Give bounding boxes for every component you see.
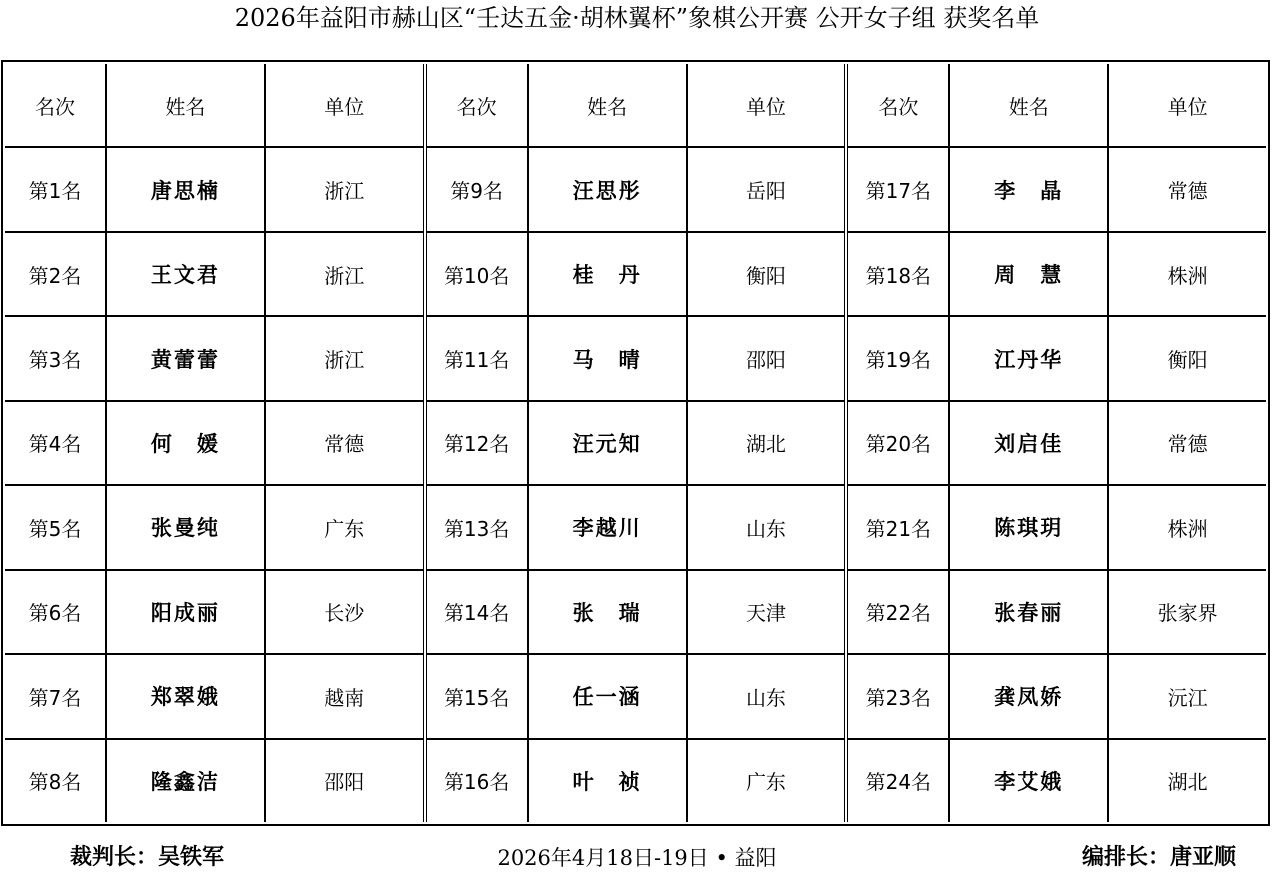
unit-cell: 常德 — [1107, 148, 1266, 230]
rank-cell: 第12名 — [443, 432, 510, 457]
table-row — [5, 231, 423, 315]
rank-cell: 第17名 — [865, 179, 932, 204]
name-cell: 李 晶 — [948, 148, 1107, 230]
name-cell: 何 媛 — [105, 402, 264, 484]
unit-cell: 浙江 — [264, 148, 423, 230]
table-row — [427, 484, 845, 568]
table-row — [848, 315, 1266, 399]
rank-cell: 第10名 — [443, 263, 510, 288]
rank-cell: 第8名 — [28, 770, 82, 795]
name-cell: 张 瑞 — [527, 571, 686, 653]
unit-cell: 常德 — [1107, 402, 1266, 484]
unit-cell: 长沙 — [264, 571, 423, 653]
chief-referee: 裁判长：吴铁军 — [70, 845, 225, 870]
table-row — [848, 653, 1266, 737]
unit-cell: 沅江 — [1107, 655, 1266, 737]
name-cell: 黄蕾蕾 — [105, 317, 264, 399]
name-cell: 桂 丹 — [527, 233, 686, 315]
header-name: 姓名 — [105, 64, 264, 146]
rank-cell: 第24名 — [865, 770, 932, 795]
unit-cell: 张家界 — [1107, 571, 1266, 653]
name-cell: 刘启佳 — [948, 402, 1107, 484]
rank-cell: 第18名 — [865, 263, 932, 288]
unit-cell: 浙江 — [264, 233, 423, 315]
name-cell: 任一涵 — [527, 655, 686, 737]
date-and-place: 2026年4月18日-19日 • 益阳 — [497, 846, 777, 870]
table-row — [5, 653, 423, 737]
table-header-row — [848, 64, 1266, 146]
name-cell: 马 晴 — [527, 317, 686, 399]
name-cell: 阳成丽 — [105, 571, 264, 653]
name-cell: 隆鑫洁 — [105, 740, 264, 822]
table-row — [848, 400, 1266, 484]
rank-cell: 第2名 — [28, 263, 82, 288]
unit-cell: 广东 — [264, 486, 423, 568]
name-cell: 陈琪玥 — [948, 486, 1107, 568]
header-rank: 名次 — [878, 94, 919, 119]
table-block-3 — [844, 64, 1266, 822]
unit-cell: 越南 — [264, 655, 423, 737]
rank-cell: 第23名 — [865, 685, 932, 710]
unit-cell: 浙江 — [264, 317, 423, 399]
rank-cell: 第22名 — [865, 601, 932, 626]
name-cell: 张春丽 — [948, 571, 1107, 653]
table-row — [848, 738, 1266, 822]
unit-cell: 山东 — [686, 655, 845, 737]
unit-cell: 株洲 — [1107, 233, 1266, 315]
table-row — [848, 146, 1266, 230]
unit-cell: 天津 — [686, 571, 845, 653]
table-row — [427, 231, 845, 315]
table-block-2 — [423, 64, 845, 822]
header-rank: 名次 — [35, 94, 75, 119]
unit-cell: 邵阳 — [264, 740, 423, 822]
arbiter: 编排长：唐亚顺 — [1081, 845, 1236, 870]
rank-cell: 第14名 — [443, 601, 510, 626]
rank-cell: 第3名 — [28, 348, 82, 373]
name-cell: 汪思彤 — [527, 148, 686, 230]
rank-cell: 第9名 — [450, 179, 504, 204]
name-cell: 江丹华 — [948, 317, 1107, 399]
unit-cell: 衡阳 — [1107, 317, 1266, 399]
table-row — [427, 653, 845, 737]
header-name: 姓名 — [527, 64, 686, 146]
header-rank: 名次 — [456, 94, 497, 119]
name-cell: 郑翠娥 — [105, 655, 264, 737]
page-title: 2026年益阳市赫山区“壬达五金·胡林翼杯”象棋公开赛 公开女子组 获奖名单 — [234, 4, 1040, 32]
results-table — [1, 60, 1270, 826]
rank-cell: 第15名 — [443, 685, 510, 710]
table-block-1 — [5, 64, 423, 822]
table-header-row — [427, 64, 845, 146]
header-unit: 单位 — [264, 64, 423, 146]
table-row — [5, 569, 423, 653]
table-row — [848, 231, 1266, 315]
rank-cell: 第11名 — [443, 348, 510, 373]
table-row — [848, 484, 1266, 568]
table-row — [848, 569, 1266, 653]
rank-cell: 第4名 — [28, 432, 82, 457]
unit-cell: 常德 — [264, 402, 423, 484]
table-header-row — [5, 64, 423, 146]
unit-cell: 山东 — [686, 486, 845, 568]
table-row — [427, 146, 845, 230]
unit-cell: 湖北 — [686, 402, 845, 484]
unit-cell: 衡阳 — [686, 233, 845, 315]
table-row — [427, 569, 845, 653]
name-cell: 龚凤娇 — [948, 655, 1107, 737]
rank-cell: 第20名 — [865, 432, 932, 457]
name-cell: 李越川 — [527, 486, 686, 568]
table-row — [5, 738, 423, 822]
table-row — [427, 315, 845, 399]
name-cell: 李艾娥 — [948, 740, 1107, 822]
table-row — [5, 400, 423, 484]
header-unit: 单位 — [686, 64, 845, 146]
name-cell: 王文君 — [105, 233, 264, 315]
rank-cell: 第21名 — [865, 516, 932, 541]
unit-cell: 广东 — [686, 740, 845, 822]
table-row — [5, 315, 423, 399]
rank-cell: 第6名 — [28, 601, 82, 626]
rank-cell: 第5名 — [28, 516, 82, 541]
unit-cell: 湖北 — [1107, 740, 1266, 822]
unit-cell: 邵阳 — [686, 317, 845, 399]
unit-cell: 株洲 — [1107, 486, 1266, 568]
name-cell: 周 慧 — [948, 233, 1107, 315]
rank-cell: 第19名 — [865, 348, 932, 373]
rank-cell: 第16名 — [443, 770, 510, 795]
rank-cell: 第7名 — [28, 685, 82, 710]
rank-cell: 第13名 — [443, 516, 510, 541]
rank-cell: 第1名 — [28, 179, 82, 204]
results-table-body — [5, 64, 1266, 822]
header-name: 姓名 — [948, 64, 1107, 146]
header-unit: 单位 — [1107, 64, 1266, 146]
name-cell: 汪元知 — [527, 402, 686, 484]
name-cell: 叶 祯 — [527, 740, 686, 822]
table-row — [427, 400, 845, 484]
unit-cell: 岳阳 — [686, 148, 845, 230]
name-cell: 唐思楠 — [105, 148, 264, 230]
name-cell: 张曼纯 — [105, 486, 264, 568]
table-row — [5, 146, 423, 230]
table-row — [427, 738, 845, 822]
table-row — [5, 484, 423, 568]
